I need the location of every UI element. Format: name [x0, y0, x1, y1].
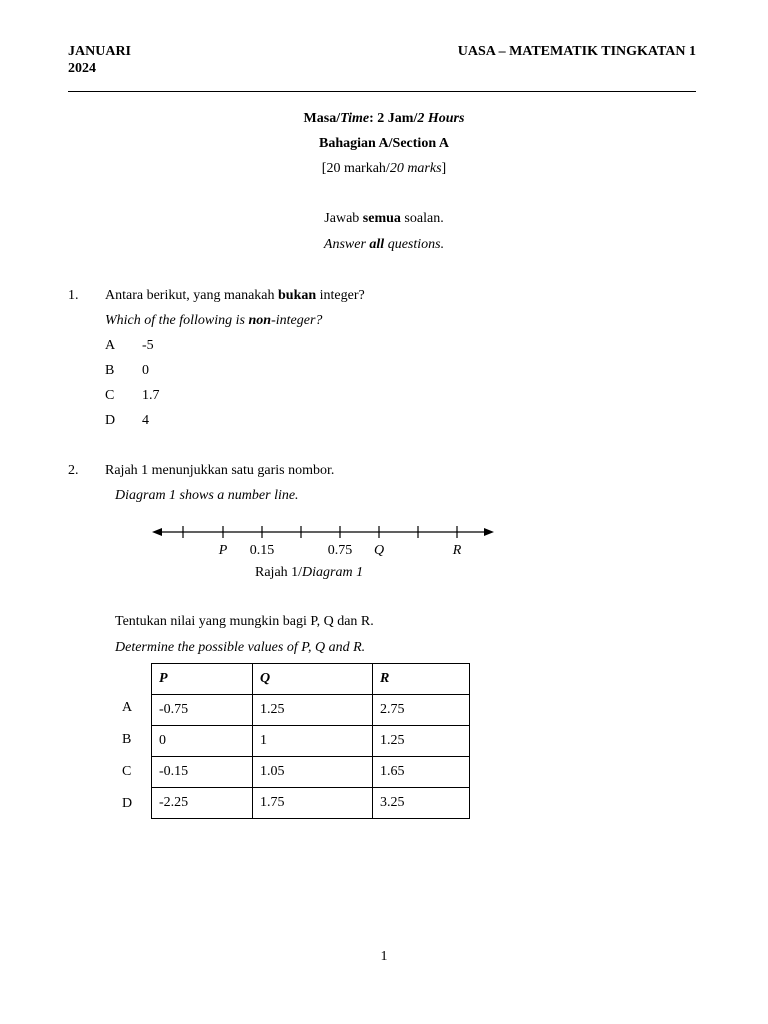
table-cell: -2.25: [152, 788, 253, 819]
label-r: R: [452, 543, 462, 558]
time-value: : 2 Jam/: [369, 111, 418, 126]
table-row: [152, 788, 470, 819]
q1-en-2: -integer?: [271, 313, 323, 328]
row-label-d: D: [122, 796, 133, 811]
table-cell: 2.75: [373, 695, 470, 726]
q1-ms-bold: bukan: [278, 288, 317, 303]
table-header-row: [152, 664, 470, 695]
header-rule: [68, 91, 696, 92]
table-cell: 1.25: [373, 726, 470, 757]
right-arrow-icon: [484, 528, 494, 536]
table-cell: -0.75: [152, 695, 253, 726]
row-label-c: C: [122, 764, 132, 779]
row-label-b: B: [122, 732, 132, 747]
q1-option-b-value: 0: [142, 363, 149, 378]
left-arrow-icon: [152, 528, 162, 536]
table-cell: 1.25: [253, 695, 373, 726]
section-title: Bahagian A/Section A: [319, 136, 449, 151]
time-label-en: Time: [340, 111, 370, 126]
time-label: Masa/: [303, 111, 341, 126]
diagram-caption: [255, 565, 363, 581]
q1-option-d-letter: D: [105, 413, 116, 428]
marks-open: [20 markah/: [321, 161, 390, 176]
instr-ms-bold: semua: [362, 211, 401, 226]
q2-task-ms: Tentukan nilai yang mungkin bagi P, Q dan R.: [115, 614, 374, 629]
q1-en-1: Which of the following is: [105, 313, 249, 328]
q2-text-ms: Rajah 1 menunjukkan satu garis nombor.: [105, 463, 335, 478]
instr-ms-1: Jawab: [324, 211, 363, 226]
table-row: [152, 726, 470, 757]
caption-en: Diagram 1: [302, 565, 364, 580]
q2-task-en: Determine the possible values of P, Q and R.: [115, 640, 366, 655]
table-cell: 1.05: [253, 757, 373, 788]
header-p: P: [152, 664, 253, 695]
instr-en-1: Answer: [323, 237, 370, 252]
marks-en: 20 marks: [389, 161, 442, 176]
q2-text-en: Diagram 1 shows a number line.: [115, 488, 299, 503]
instr-en-2: questions.: [384, 237, 445, 252]
header-title: UASA – MATEMATIK TINGKATAN 1: [457, 44, 696, 59]
caption-ms: Rajah 1/: [255, 565, 303, 580]
header-year: 2024: [68, 61, 96, 76]
label-q: Q: [373, 543, 385, 558]
q1-option-d-value: 4: [142, 413, 149, 428]
label-0-15: 0.15: [249, 543, 275, 558]
page-number: 1: [380, 949, 388, 964]
time-line: [0, 111, 768, 127]
marks-line: [0, 161, 768, 177]
q1-option-b-letter: B: [105, 363, 115, 378]
instr-en-bold: all: [369, 237, 385, 252]
row-label-a: A: [122, 700, 133, 715]
number-line-diagram: [150, 520, 496, 562]
instruction-ms: [0, 211, 768, 227]
q1-ms-1: Antara berikut, yang manakah: [105, 288, 278, 303]
table-row: [152, 695, 470, 726]
q1-en-bold: non: [248, 313, 272, 328]
table-cell: 1: [253, 726, 373, 757]
instruction-en: [0, 237, 768, 253]
time-value-en: 2 Hours: [417, 111, 465, 126]
q1-option-c-letter: C: [105, 388, 115, 403]
q1-ms-2: integer?: [316, 288, 365, 303]
q1-option-a-value: -5: [142, 338, 154, 353]
table-cell: 3.25: [373, 788, 470, 819]
label-0-75: 0.75: [327, 543, 353, 558]
table-cell: 0: [152, 726, 253, 757]
label-p: P: [218, 543, 228, 558]
table-cell: 1.65: [373, 757, 470, 788]
table-cell: -0.15: [152, 757, 253, 788]
q1-text-ms: [105, 288, 365, 304]
q1-option-a-letter: A: [105, 338, 116, 353]
header-month: JANUARI: [68, 44, 131, 59]
header-r: R: [373, 664, 470, 695]
table-cell: 1.75: [253, 788, 373, 819]
instr-ms-2: soalan.: [400, 211, 444, 226]
header-q: Q: [253, 664, 373, 695]
marks-close: ]: [441, 161, 447, 176]
q1-text-en: [105, 313, 322, 329]
answer-table: [151, 663, 470, 819]
q1-number: 1.: [68, 288, 79, 303]
q2-number: 2.: [68, 463, 79, 478]
q1-option-c-value: 1.7: [142, 388, 160, 403]
table-row: [152, 757, 470, 788]
